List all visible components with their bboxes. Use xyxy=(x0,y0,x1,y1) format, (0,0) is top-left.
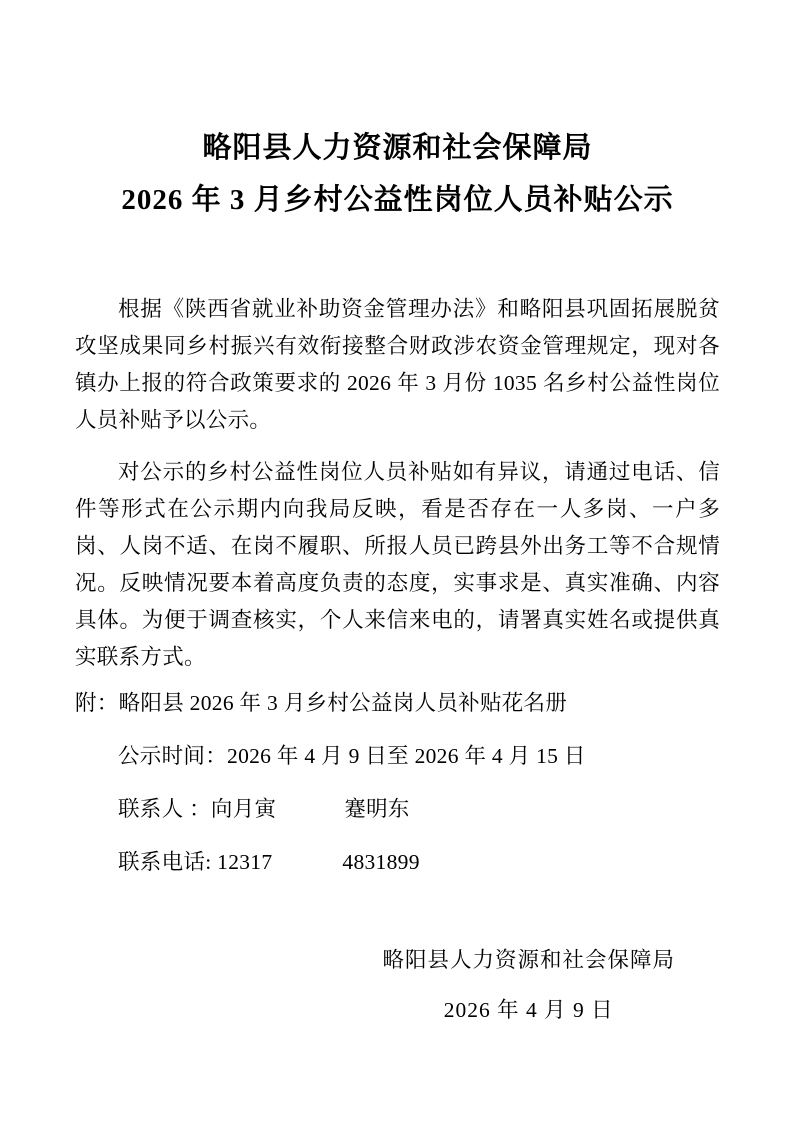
publicity-period-label: 公示时间： xyxy=(118,744,228,768)
contact-person-2: 蹇明东 xyxy=(344,797,410,821)
contact-person-label: 联系人 ： xyxy=(118,797,211,821)
title-block xyxy=(75,122,720,226)
publicity-period-value: 2026 年 4 月 9 日至 2026 年 4 月 15 日 xyxy=(227,744,586,768)
contact-person-1: 向月寅 xyxy=(210,797,277,821)
signature-date: 2026 年 4 月 9 日 xyxy=(443,998,614,1022)
publicity-period-line xyxy=(75,738,720,775)
contact-phone-2: 4831899 xyxy=(342,850,420,874)
document-content xyxy=(0,122,793,1029)
paragraph-basis: 根据《陕西省就业补助资金管理办法》和略阳县巩固拓展脱贫攻坚成果同乡村振兴有效衔接整合财政涉农资金管理规定，现对各镇办上报的符合政策要求的 2026 年 3 月份 1035 名乡村公益性岗位人员补贴予以公示。 xyxy=(75,297,720,432)
signature-org: 略阳县人力资源和社会保障局 xyxy=(382,948,675,972)
doc-title-line1: 略阳县人力资源和社会保障局 xyxy=(202,132,593,164)
signature-block xyxy=(75,942,675,1029)
attachment-line: 附：略阳县 2026 年 3 月乡村公益岗人员补贴花名册 xyxy=(75,691,568,715)
contact-phone-label: 联系电话: xyxy=(118,850,218,874)
doc-title-line2: 2026 年 3 月乡村公益性岗位人员补贴公示 xyxy=(121,184,674,216)
paragraph-objection: 对公示的乡村公益性岗位人员补贴如有异议，请通过电话、信件等形式在公示期内向我局反映，看是否存在一人多岗、一户多岗、人岗不适、在岗不履职、所报人员已跨县外出务工等不合规情况。反映情况要本着高度负责的态度，实事求是、真实准确、内容具体。为便于调查核实，个人来信来电的，请署真实姓名或提供真实联系方式。 xyxy=(75,460,720,669)
contact-phone-line xyxy=(75,844,720,881)
contact-person-line xyxy=(75,791,720,828)
signature-inner xyxy=(382,942,675,1029)
contact-phone-1: 12317 xyxy=(217,850,273,874)
